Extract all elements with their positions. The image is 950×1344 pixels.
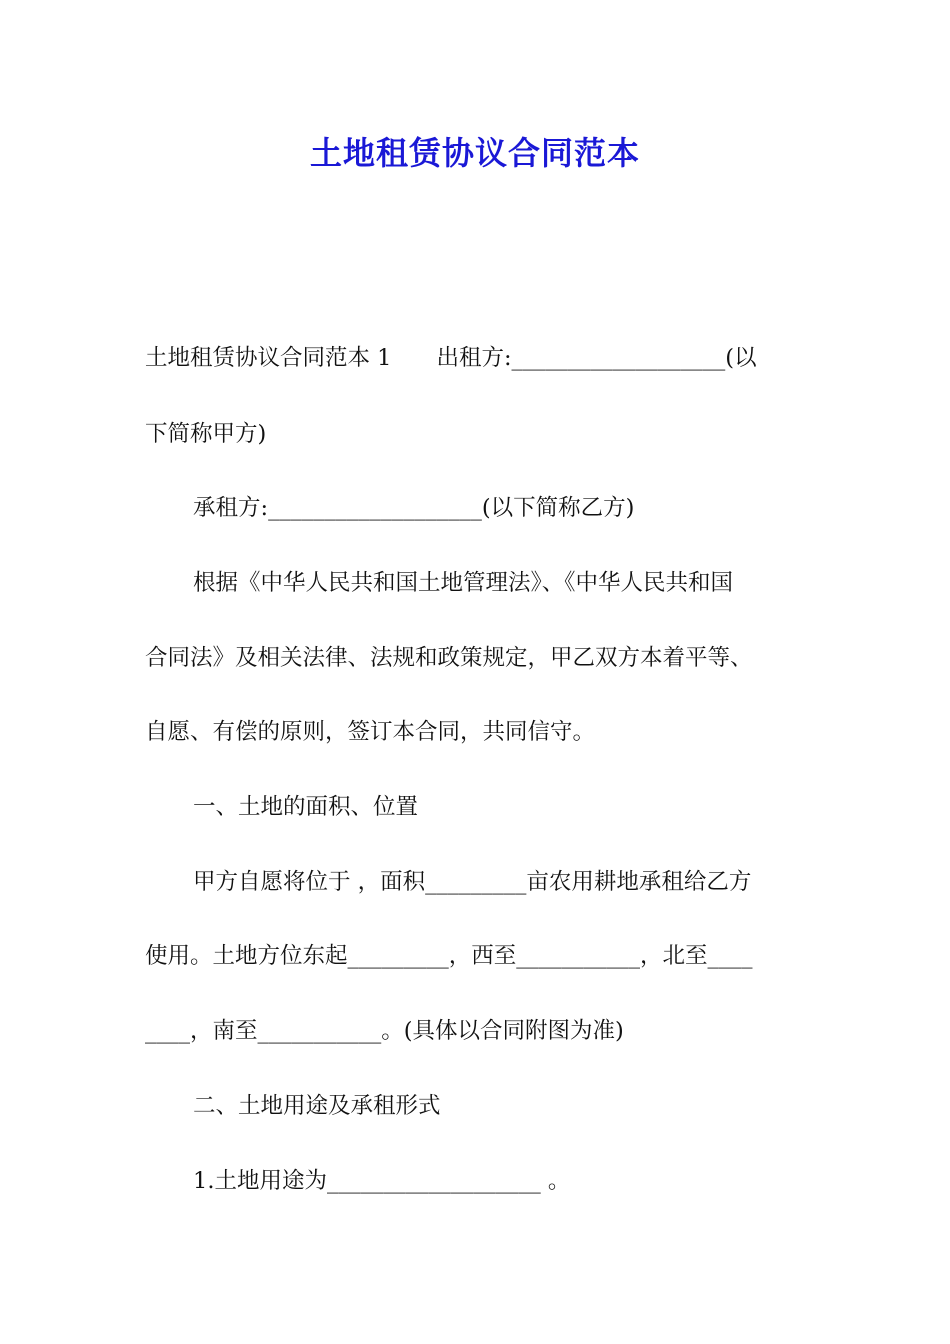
- section-heading: 二、土地用途及承租形式: [193, 1093, 441, 1119]
- paragraph-line: 合同法》及相关法律、法规和政策规定，甲乙双方本着平等、: [145, 645, 753, 671]
- paragraph-line: 1.土地用途为___________________ 。: [193, 1168, 571, 1194]
- section-heading: 一、土地的面积、位置: [193, 794, 419, 820]
- paragraph-line: 下简称甲方): [145, 421, 267, 447]
- paragraph-line: ____，南至___________。(具体以合同附图为准): [145, 1018, 624, 1044]
- paragraph-line: 使用。土地方位东起_________，西至___________，北至____: [145, 943, 753, 969]
- paragraph-line: 承租方:___________________(以下简称乙方): [193, 495, 635, 521]
- paragraph-line: 土地租赁协议合同范本 1 出租方:___________________(以: [145, 345, 757, 371]
- paragraph-line: 自愿、有偿的原则，签订本合同，共同信守。: [145, 719, 596, 745]
- paragraph-line: 甲方自愿将位于 ，面积_________亩农用耕地承租给乙方: [193, 869, 752, 895]
- document-title: 土地租赁协议合同范本: [309, 134, 640, 172]
- paragraph-line: 根据《中华人民共和国土地管理法》、《中华人民共和国: [193, 570, 734, 596]
